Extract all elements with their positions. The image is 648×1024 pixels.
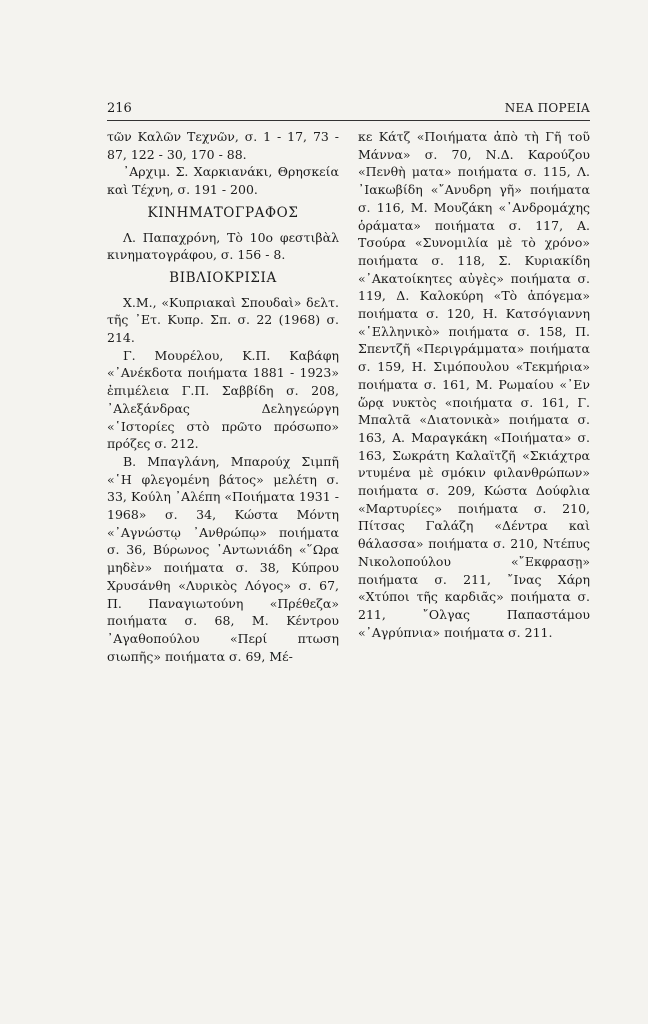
paragraph-entry: Λ. Παπαχρόνη, Τὸ 10ο φεστιβὰλ κινηματογράφου, σ. 156 - 8. <box>107 229 339 263</box>
header-rule <box>107 120 590 121</box>
paragraph-entry: ᾿Αρχιμ. Σ. Χαρκιανάκι, Θρησκεία καὶ Τέχνη, σ. 191 - 200. <box>107 164 339 198</box>
section-heading-book-reviews: ΒΙΒΛΙΟΚΡΙΣΙΑ <box>169 269 277 286</box>
section-heading-cinema: ΚΙΝΗΜΑΤΟΓΡΑΦΟΣ <box>147 204 299 221</box>
paragraph-continuation: τῶν Καλῶν Τεχνῶν, σ. 1 - 17, 73 - 87, 122 - 30, 170 - 88. <box>107 129 339 162</box>
left-column <box>107 128 339 665</box>
paragraph-continuation: κε Κάτζ «Ποιήματα ἀπὸ τὴ Γῆ τοῦ Μάννα» σ. 70, Ν.Δ. Καρούζου «Πενθὴ ματα» ποιήματα σ. 115, Λ. ᾿Ιακωβίδη «῎Ανυδρη γῆ» ποιήματα σ. 116, Μ. Μουζάκη «᾿Ανδρομάχης ὁράματα» ποιήματα σ. 117, Α. Τσούρα «Συνομιλία μὲ τὸ χρόνο» ποιήματα σ. 118, Σ. Κυριακίδη «᾿Ακατοίκητες αὐγὲς» ποιήματα σ. 119, Δ. Καλοκύρη «Τὸ ἀπόγεμα» ποιήματα σ. 120, Η. Κατσόγιαννη «῾Ελληνικὸ» ποιήματα σ. 158, Π. Σπεντζῆ «Περιγράμματα» ποιήματα σ. 159, Η. Σιμόπουλου «Τεκμήρια» ποιήματα σ. 161, Μ. Ρωμαίου «᾿Εν ὥρᾳ νυκτὸς «ποιήματα σ. 161, Γ. Μπαλτᾶ «Διατονικὰ» ποιήματα σ. 163, Α. Μαραγκάκη «Ποιήματα» σ. 163, Σωκράτη Καλαϊτζῆ «Σκιάχτρα ντυμένα μὲ σμόκιν φιλανθρώπων» ποιήματα σ. 209, Κώστα Δούφλια «Μαρτυρίες» ποιήματα σ. 210, Πίτσας Γαλάζη «Δέντρα καὶ θάλασσα» ποιήματα σ. 210, Ντέπυς Νικολοπούλου «῎Εκφρασῃ» ποιήματα σ. 211, ῎Ινας Χάρη «Χτύποι τῆς καρδιᾶς» ποιήματα σ. 211, ῎Ολγας Παπαστάμου «᾿Αγρύπνια» ποιήματα σ. 211. <box>358 129 590 640</box>
running-title: ΝΕΑ ΠΟΡΕΙΑ <box>504 101 590 115</box>
paragraph-entry: Χ.Μ., «Κυπριακαὶ Σπουδαὶ» δελτ. τῆς ᾿Ετ. Κυπρ. Σπ. σ. 22 (1968) σ. 214. <box>107 294 339 346</box>
page-number: 216 <box>107 101 132 116</box>
paragraph-entry: Γ. Μουρέλου, Κ.Π. Καβάφη «᾿Ανέκδοτα ποιήματα 1881 - 1923» ἐπιμέλεια Γ.Π. Σαββίδη σ. 208, ᾿Αλεξάνδρας Δεληγεώργη «῾Ιστορίες στὸ πρῶτο πρόσωπο» πρόζες σ. 212. <box>107 347 339 452</box>
paragraph-entry: Β. Μπαγλάνη, Μπαρούχ Σιμπῆ «῾Η φλεγομένη βάτος» μελέτη σ. 33, Κούλη ᾿Αλέπη «Ποιήματα 1931 - 1968» σ. 34, Κώστα Μόντη «᾿Αγνώστῳ ᾿Ανθρώπῳ» ποιήματα σ. 36, Βύρωνος ᾿Αντωνιάδη «῞Ωρα μηδὲν» ποιήματα σ. 38, Κύπρου Χρυσάνθη «Λυρικὸς Λόγος» σ. 67, Π. Παναγιωτούνη «Πρέθεζα» ποιήματα σ. 68, Μ. Κέντρου ᾿Αγαθοπούλου «Περί πτωση σιωπῆς» ποιήματα σ. 69, Μέ- <box>107 453 339 664</box>
page-header <box>107 101 590 117</box>
right-column <box>358 128 590 641</box>
